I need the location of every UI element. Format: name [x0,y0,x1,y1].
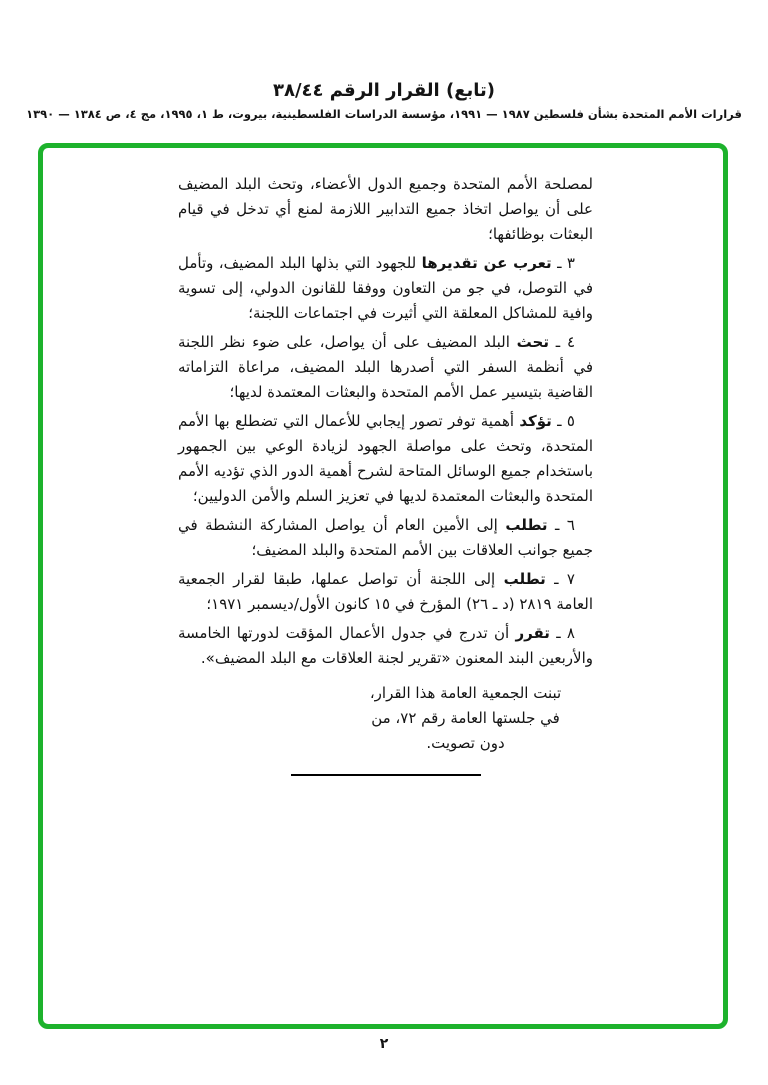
item-lead-verb: تعرب عن تقديرها [421,254,552,272]
item-separator: ـ [557,254,562,272]
item-text: أن تدرج في جدول الأعمال المؤقت لدورتها الخامسة والأربعين البند المعنون «تقرير لجنة العلاقات مع البلد المضيف». [178,624,593,667]
item-number: ٧ [566,570,575,588]
item-number: ٥ [566,412,575,430]
resolution-text-block [178,172,593,776]
paragraph-item-5 [178,409,593,509]
item-lead-verb: تطلب [505,516,548,534]
adoption-line: دون تصويت. [426,734,505,752]
paragraph-item-4 [178,330,593,405]
adoption-line: في جلستها العامة رقم ٧٢، من [371,709,560,727]
item-lead-verb: تحث [516,333,549,351]
page-header [0,80,768,122]
adoption-note [338,681,593,756]
paragraph-item-6 [178,513,593,563]
paragraph-continuation: لمصلحة الأمم المتحدة وجميع الدول الأعضاء، وتحث البلد المضيف على أن يواصل اتخاذ جميع التدابير اللازمة لمنع أي تدخل في قيام البعثات بوظائفها؛ [178,175,593,243]
item-text: إلى الأمين العام أن يواصل المشاركة النشطة في جميع جوانب العلاقات بين الأمم المتحدة والبلد المضيف؛ [178,516,593,559]
item-lead-verb: تقرر [515,624,550,642]
item-number: ٤ [566,333,575,351]
item-number: ٦ [566,516,575,534]
item-text: إلى اللجنة أن تواصل عملها، طبقا لقرار الجمعية العامة ٢٨١٩ (د ـ ٢٦) المؤرخ في ١٥ كانون الأول/ديسمبر ١٩٧١؛ [178,570,593,613]
adoption-line: تبنت الجمعية العامة هذا القرار، [369,684,562,702]
item-separator: ـ [557,412,562,430]
paragraph-item-7 [178,567,593,617]
item-text: أهمية توفر تصور إيجابي للأعمال التي تضطلع بها الأمم المتحدة، وتحث على مواصلة الجهود لزيادة الوعي بين الجمهور باستخدام جميع الوسائل المتاحة لشرح أهمية الدور الذي تؤديه الأمم المتحدة والبعثات المعتمدة لديها في تعزيز السلم والأمن الدوليين؛ [178,412,593,505]
item-text: البلد المضيف على أن يواصل، على ضوء نظر اللجنة في أنظمة السفر التي أصدرها البلد المضيف، مراعاة التزاماته القاضية بتيسير عمل الأمم المتحدة والبعثات المعتمدة لديها؛ [178,333,593,401]
item-separator: ـ [555,333,561,351]
source-citation: قرارات الأمم المتحدة بشأن فلسطين ١٩٨٧ — ١٩٩١، مؤسسة الدراسات الفلسطينية، بيروت، ط ١، ١٩٩٥، مج ٤، ص ١٣٨٤ — ١٣٩٠ [26,107,742,121]
green-border-frame [38,143,728,1029]
item-separator: ـ [555,516,560,534]
separator-rule [291,774,481,776]
resolution-title: (تابع) القرار الرقم ٣٨/٤٤ [273,80,495,101]
item-lead-verb: تؤكد [519,412,552,430]
item-number: ٣ [566,254,575,272]
paragraph-item-8 [178,621,593,671]
item-separator: ـ [556,624,561,642]
page-number: ٢ [379,1036,389,1052]
item-text: للجهود التي بذلها البلد المضيف، وتأمل في التوصل، في جو من التعاون ووفقا للقانون الدولي، إلى تسوية وافية للمشاكل المعلقة التي أثيرت في اجتماعات اللجنة؛ [178,254,593,322]
item-separator: ـ [554,570,559,588]
paragraph-item-3 [178,251,593,326]
item-lead-verb: تطلب [503,570,546,588]
item-number: ٨ [566,624,575,642]
